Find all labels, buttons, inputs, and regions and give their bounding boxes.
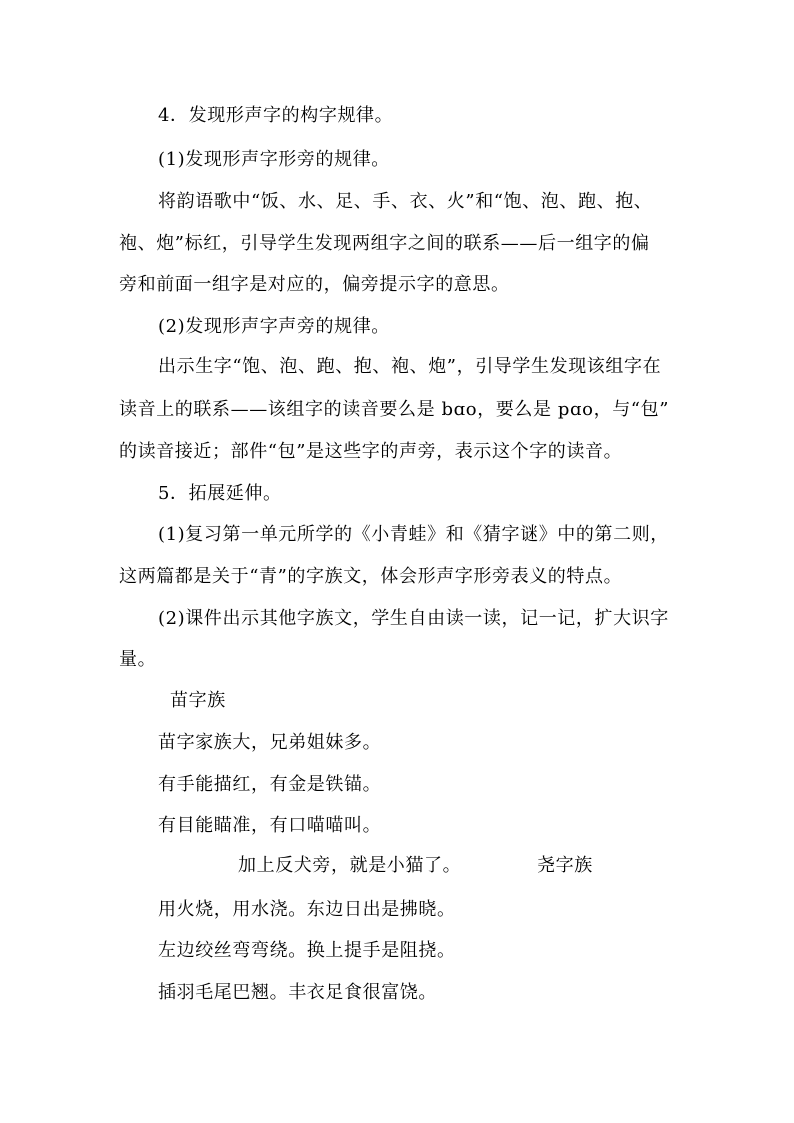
section-4-heading: 4．发现形声字的构字规律。	[158, 105, 394, 126]
paragraph-line: (1)复习第一单元所学的《小青蛙》和《猜字谜》中的第二则，	[158, 524, 669, 545]
paragraph-line: 量。	[119, 649, 157, 670]
subsection-1-heading: (1)发现形声字形旁的规律。	[158, 149, 390, 170]
paragraph-line: 袍、炮”标红，引导学生发现两组字之间的联系——后一组字的偏	[119, 233, 650, 254]
paragraph-line: (2)课件出示其他字族文，学生自由读一读，记一记，扩大识字	[158, 608, 669, 629]
paragraph-line: 出示生字“饱、泡、跑、抱、袍、炮”，引导学生发现该组字在	[158, 356, 662, 377]
poem-line: 有目能瞄准，有口喵喵叫。	[158, 815, 382, 836]
paragraph-line: 读音上的联系——该组字的读音要么是 bɑo，要么是 pɑo，与“包”	[119, 399, 670, 420]
section-5-heading: 5．拓展延伸。	[158, 483, 282, 504]
poem-title-miao: 苗字族	[170, 690, 226, 711]
paragraph-line: 旁和前面一组字是对应的，偏旁提示字的意思。	[119, 274, 510, 295]
poem-line: 有手能描红，有金是铁锚。	[158, 774, 382, 795]
poem-line: 左边绞丝弯弯绕。换上提手是阻挠。	[158, 940, 456, 961]
paragraph-line: 将韵语歌中“饭、水、足、手、衣、火”和“饱、泡、跑、抱、	[158, 191, 653, 212]
paragraph-line: 的读音接近；部件“包”是这些字的声旁，表示这个字的读音。	[119, 441, 623, 462]
paragraph-line: 这两篇都是关于“青”的字族文，体会形声字形旁表义的特点。	[119, 566, 623, 587]
subsection-2-heading: (2)发现形声字声旁的规律。	[158, 316, 390, 337]
poem-line: 加上反犬旁，就是小猫了。	[238, 855, 462, 876]
poem-line: 插羽毛尾巴翘。丰衣足食很富饶。	[158, 982, 437, 1003]
poem-title-yao: 尧字族	[537, 855, 593, 876]
poem-line: 用火烧，用水浇。东边日出是拂晓。	[158, 899, 456, 920]
poem-line: 苗字家族大，兄弟姐妹多。	[158, 732, 382, 753]
